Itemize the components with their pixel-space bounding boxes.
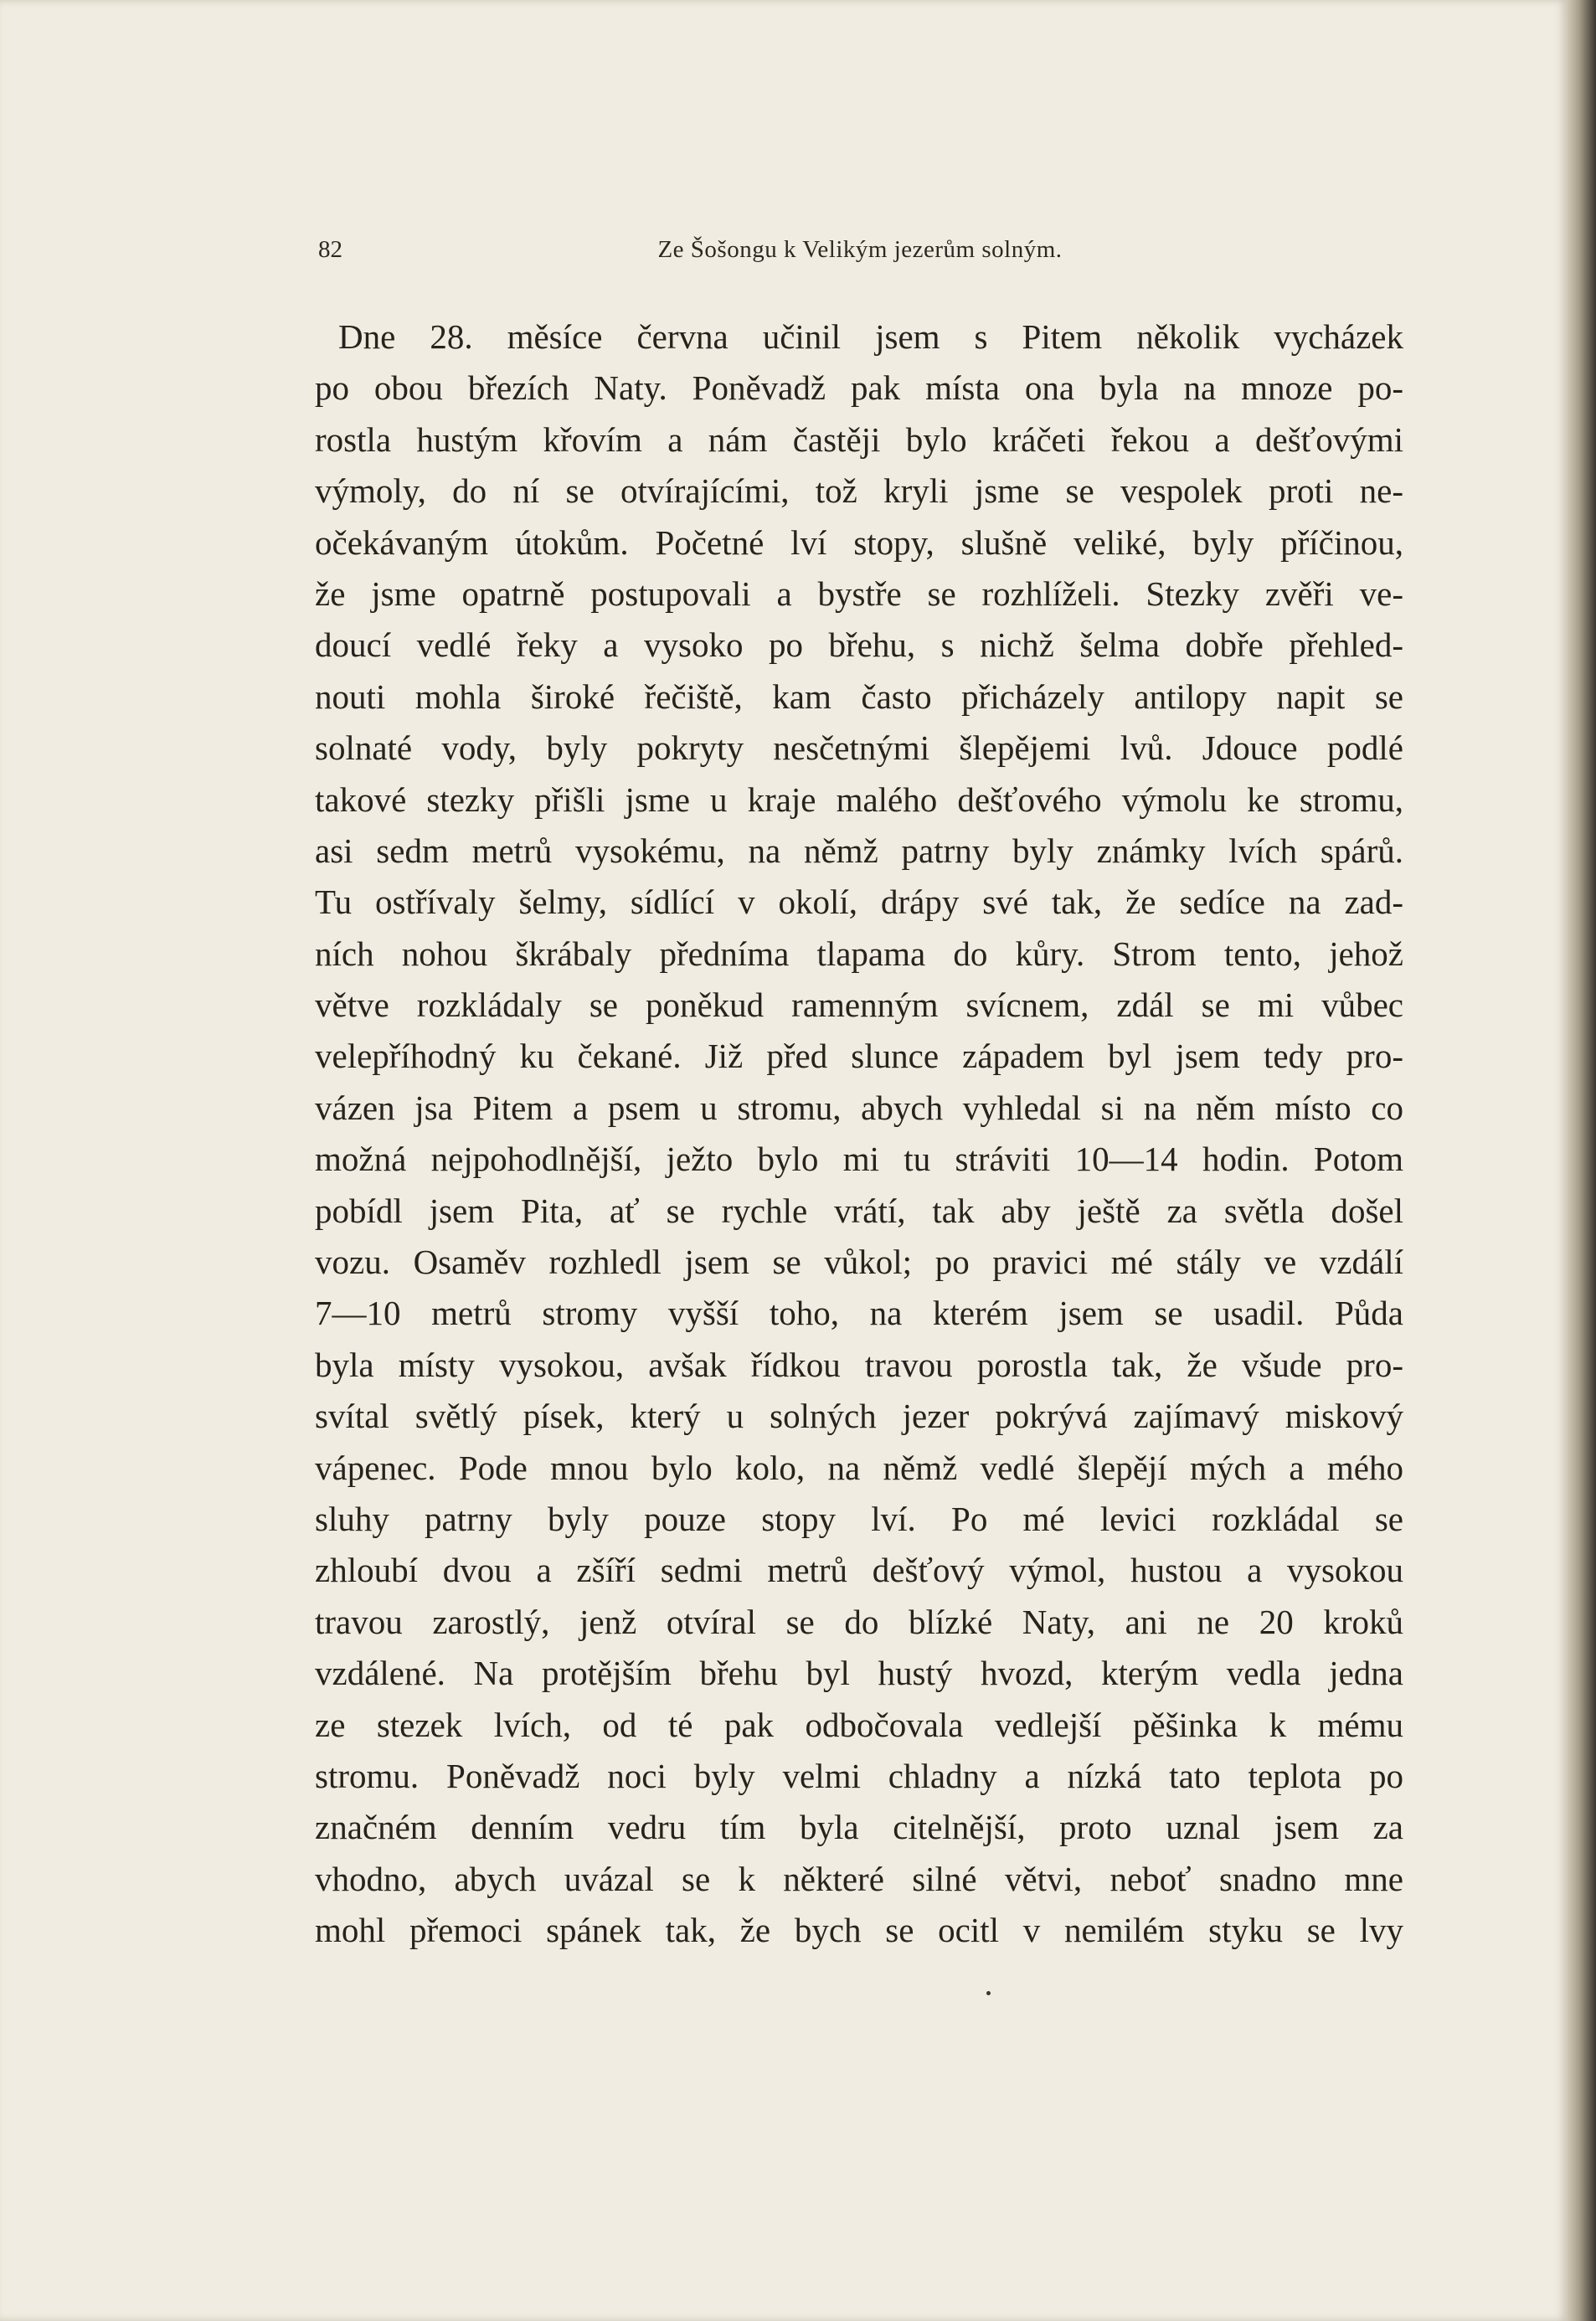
text-line: stromu. Poněvadž noci byly velmi chladny a nízká tato teplota po [315,1756,1403,1795]
text-line: ze stezek lvích, od té pak odbočovala vedlejší pěšinka k mému [315,1705,1403,1744]
page-number: 82 [318,236,342,263]
text-line: solnaté vody, byly pokryty nesčetnými šlepějemi lvů. Jdouce podlé [315,728,1403,768]
text-line: vázen jsa Pitem a psem u stromu, abych vyhledal si na něm místo co [315,1088,1403,1127]
text-line: 7—10 metrů stromy vyšší toho, na kterém jsem se usadil. Půda [315,1294,1403,1333]
text-line: velepříhodný ku čekané. Již před slunce západem byl jsem tedy pro- [315,1037,1403,1076]
text-line: takové stezky přišli jsme u kraje malého dešťového výmolu ke stromu, [315,780,1403,819]
text-line: vhodno, abych uvázal se k některé silné větvi, neboť snadno mne [315,1859,1403,1898]
text-line: možná nejpohodlnější, ježto bylo mi tu stráviti 10—14 hodin. Potom [315,1140,1403,1179]
text-line: pobídl jsem Pita, ať se rychle vrátí, tak aby ještě za světla došel [315,1191,1403,1230]
text-line: vozu. Osaměv rozhledl jsem se vůkol; po pravici mé stály ve vzdálí [315,1243,1403,1282]
text-line: Dne 28. měsíce června učinil jsem s Pitem několik vycházek [338,317,1403,356]
text-line: nouti mohla široké řečiště, kam často přicházely antilopy napit se [315,677,1403,716]
running-head [318,236,1402,270]
running-head-title: Ze Šošongu k Velikým jezerům solným. [657,236,1063,263]
text-line: větve rozkládaly se poněkud ramenným svícnem, zdál se mi vůbec [315,986,1403,1025]
text-line: Tu ostřívaly šelmy, sídlící v okolí, drápy své tak, že sedíce na zad- [315,883,1403,922]
page-edge-shadow [1568,0,1596,2321]
text-line: rostla hustým křovím a nám častěji bylo kráčeti řekou a dešťovými [315,419,1403,459]
text-line: svítal světlý písek, který u solných jezer pokrývá zajímavý miskový [315,1397,1403,1436]
text-line: že jsme opatrně postupovali a bystře se rozhlíželi. Stezky zvěři ve- [315,574,1403,613]
text-line: výmoly, do ní se otvírajícími, tož kryli jsme se vespolek proti ne- [315,471,1403,511]
text-line: ních nohou škrábaly předníma tlapama do kůry. Strom tento, jehož [315,934,1403,973]
text-line: sluhy patrny byly pouze stopy lví. Po mé levici rozkládal se [315,1499,1403,1538]
text-line: očekávaným útokům. Početné lví stopy, slušně veliké, byly příčinou, [315,522,1403,562]
text-line: doucí vedlé řeky a vysoko po břehu, s nichž šelma dobře přehled- [315,625,1403,665]
ink-speck [986,1991,991,1995]
text-line: po obou březích Naty. Poněvadž pak místa ona byla na mnoze po- [315,368,1403,408]
text-line: značném denním vedru tím byla citelnější, proto uznal jsem za [315,1808,1403,1847]
text-line: vzdálené. Na protějším břehu byl hustý hvozd, kterým vedla jedna [315,1654,1403,1693]
text-line: travou zarostlý, jenž otvíral se do blízké Naty, ani ne 20 kroků [315,1602,1403,1641]
text-line: zhloubí dvou a zšíří sedmi metrů dešťový výmol, hustou a vysokou [315,1551,1403,1590]
text-line: mohl přemoci spánek tak, že bych se ocitl v nemilém styku se lvy [315,1911,1403,1950]
text-line: vápenec. Pode mnou bylo kolo, na němž vedlé šlepějí mých a mého [315,1448,1403,1487]
text-line: asi sedm metrů vysokému, na němž patrny byly známky lvích spárů. [315,831,1403,870]
text-line: byla místy vysokou, avšak řídkou travou porostla tak, že všude pro- [315,1345,1403,1384]
body-text [315,311,1403,1957]
